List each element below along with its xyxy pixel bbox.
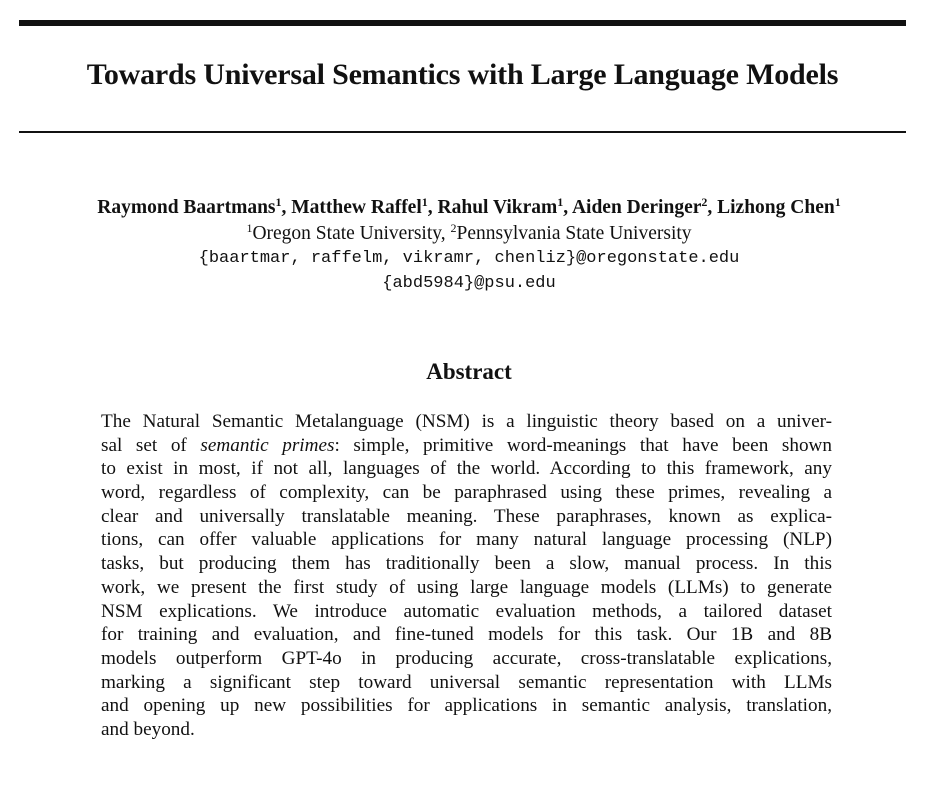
abstract-heading: Abstract	[426, 359, 512, 384]
affiliation-mark: 2	[450, 221, 457, 235]
affiliation-mark: 1	[246, 221, 253, 235]
abstract-line: for training and evaluation, and fine-tuned models for this task. Our 1B and 8B	[101, 624, 832, 646]
author-affiliation-mark: 1	[421, 195, 428, 209]
paper-title: Towards Universal Semantics with Large Language Models	[86, 58, 839, 91]
abstract-line: and opening up new possibilities for applications in semantic analysis, translation,	[101, 695, 832, 717]
abstract-line: tasks, but producing them has traditionally been a slow, manual process. In this	[101, 553, 832, 575]
abstract-line: work, we present the first study of using large language models (LLMs) to generate	[101, 576, 832, 598]
author-name: Lizhong Chen	[717, 197, 835, 218]
author-affiliation-mark: 1	[275, 195, 282, 209]
abstract-line: The Natural Semantic Metalanguage (NSM) is a linguistic theory based on a univer-	[101, 411, 832, 432]
abstract-line: NSM explications. We introduce automatic evaluation methods, a tailored dataset	[101, 600, 832, 622]
abstract-body	[101, 410, 832, 742]
author-name: Aiden Deringer	[571, 197, 702, 218]
abstract-line: sal set of semantic primes: simple, primitive word-meanings that have been shown	[101, 434, 832, 456]
abstract-line: models outperform GPT-4o in producing accurate, cross-translatable explications,	[101, 647, 832, 669]
author-affiliation-mark: 1	[834, 195, 841, 209]
author-list: Raymond Baartmans$^1$, Matthew Raffel$^1$, Rahul Vikram$^1$, Aiden Deringer$^2$, Lizhong Chen$^1$	[97, 195, 841, 218]
author-name: Rahul Vikram	[437, 197, 558, 218]
abstract-line: clear and universally translatable meaning. These paraphrases, known as explica-	[101, 505, 832, 527]
emphasized-term: semantic primes	[200, 434, 335, 456]
abstract-line: tions, can offer valuable applications for many natural language processing (NLP)	[101, 529, 832, 551]
email-line-psu: {abd5984}@psu.edu	[382, 274, 556, 293]
abstract-line: word, regardless of complexity, can be paraphrased using these primes, revealing a	[101, 482, 832, 504]
email-line-osu: {baartmar, raffelm, vikramr, chenliz}@oregonstate.edu	[198, 249, 740, 268]
author-name: Raymond Baartmans	[97, 197, 276, 218]
top-rule	[19, 20, 906, 26]
affiliation-name: Oregon State University	[252, 223, 441, 244]
title-bottom-rule	[19, 131, 906, 133]
affiliation-name: Pennsylvania State University	[456, 223, 692, 244]
affiliation-list: $^1$Oregon State University, $^2$Pennsylvania State University	[246, 221, 692, 244]
author-affiliation-mark: 1	[557, 195, 564, 209]
author-name: Matthew Raffel	[291, 197, 422, 218]
author-affiliation-mark: 2	[701, 195, 708, 209]
abstract-line: to exist in most, if not all, languages of the world. According to this framework, any	[101, 458, 832, 480]
abstract-line: and beyond.	[101, 718, 195, 740]
abstract-line: marking a significant step toward universal semantic representation with LLMs	[101, 671, 832, 693]
